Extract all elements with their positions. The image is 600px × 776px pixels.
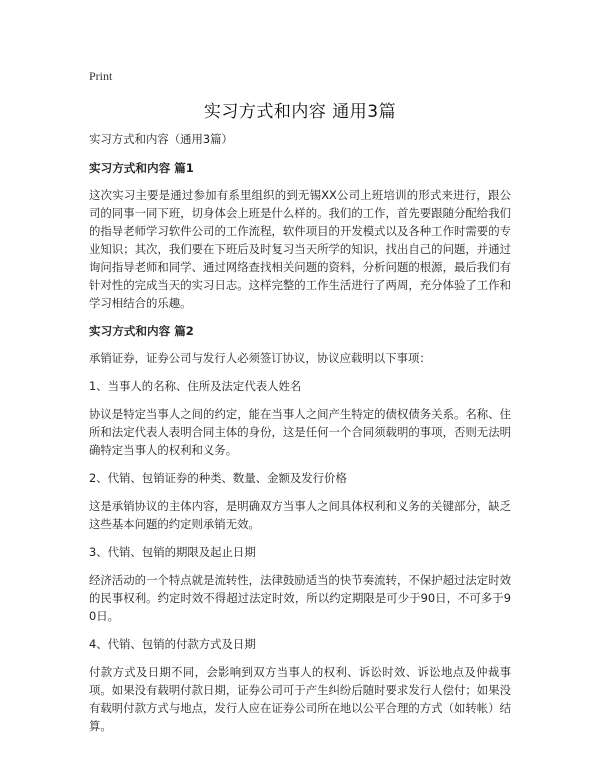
section-heading-2: 实习方式和内容 篇2 — [89, 324, 194, 338]
item-heading-3: 3、代销、包销的期限及起止日期 — [89, 545, 256, 559]
item-heading-1: 1、当事人的名称、住所及法定代表人姓名 — [89, 379, 302, 393]
item-heading-4: 4、代销、包销的付款方式及日期 — [89, 637, 256, 651]
section-heading-1: 实习方式和内容 篇1 — [89, 161, 194, 175]
item-paragraph-1: 协议是特定当事人之间的约定，能在当事人之间产生特定的债权债务关系。名称、住所和法定代表人表明合同主体的身份，这是任何一个合同须载明的事项，否则无法明确特定当事人的权利和义务。 — [89, 407, 511, 457]
item-heading-2: 2、代销、包销证券的种类、数量、金额及发行价格 — [89, 471, 347, 485]
item-paragraph-2: 这是承销协议的主体内容，是明确双方当事人之间具体权利和义务的关键部分，缺乏这些基本问题的约定则承销无效。 — [89, 499, 511, 531]
item-paragraph-4: 付款方式及日期不同，会影响到双方当事人的权利、诉讼时效、诉讼地点及仲裁事项。如果没有载明付款日期，证券公司可于产生纠纷后随时要求发行人偿付；如果没有载明付款方式与地点，发行人应在证券公司所在地以公平合理的方式（如转帐）结算。 — [89, 665, 511, 733]
item-paragraph-3: 经济活动的一个特点就是流转性，法律鼓励适当的快节奏流转，不保护超过法定时效的民事权利。约定时效不得超过法定时效，所以约定期限是可少于90日，不可多于90日。 — [89, 573, 511, 623]
page-title: 实习方式和内容 通用3篇 — [203, 102, 397, 122]
print-label: Print — [89, 69, 113, 83]
document-subtitle: 实习方式和内容（通用3篇） — [89, 132, 233, 146]
section-2-intro: 承销证券，证券公司与发行人必须签订协议，协议应载明以下事项： — [89, 351, 431, 365]
section-1-paragraph: 这次实习主要是通过参加有系里组织的到无锡XX公司上班培训的形式来进行，跟公司的同事一同下班，切身体会上班是什么样的。我们的工作，首先要跟随分配给我们的指导老师学习软件公司的工作流程，软件项目的开发模式以及各种工作时需要的专业知识；其次，我们要在下班后及时复习当天所学的知识，找出自己的问题，并通过询问指导老师和同学、通过网络查找相关问题的资料，分析问题的根源，最后我们有针对性的完成当天的实习日志。这样完整的工作生活进行了两周，充分体验了工作和学习相结合的乐趣。 — [89, 188, 511, 310]
document-body — [89, 130, 511, 745]
